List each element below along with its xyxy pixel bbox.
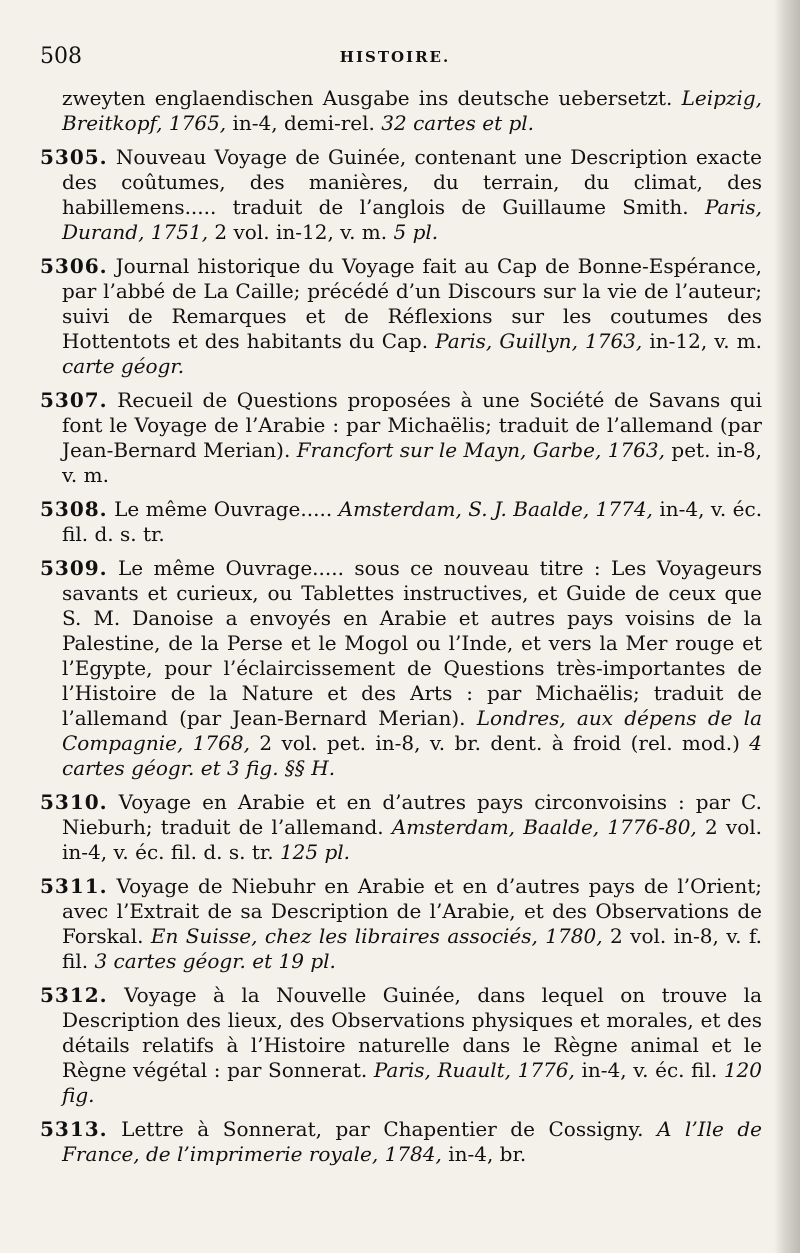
catalogue-body bbox=[40, 86, 762, 1176]
entry-text: zweyten englaendischen Ausgabe ins deutsche uebersetzt. bbox=[62, 86, 673, 110]
entry-number: 5308. bbox=[40, 497, 108, 521]
entry-imprint: Amsterdam, S. J. Baalde, 1774, bbox=[338, 497, 653, 521]
entry-imprint: Leipzig, Breitkopf, 1765, bbox=[62, 86, 762, 135]
entry-imprint: Paris, Ruault, 1776, bbox=[373, 1058, 575, 1082]
catalogue-entry-5310 bbox=[40, 790, 762, 865]
entry-number: 5312. bbox=[40, 983, 108, 1007]
catalogue-entry-continued bbox=[40, 86, 762, 136]
catalogue-entry-5311 bbox=[40, 874, 762, 974]
entry-format: in-4, v. éc. fil. d. s. tr. bbox=[62, 497, 763, 546]
entry-format: in-4, v. éc. fil. bbox=[581, 1058, 718, 1082]
entry-text: Le même Ouvrage..... bbox=[114, 497, 333, 521]
running-title: HISTOIRE. bbox=[339, 48, 451, 66]
entry-illustrations: 4 cartes géogr. et 3 fig. §§ H. bbox=[62, 731, 763, 780]
entry-format: 2 vol. in-8, v. f. fil. bbox=[62, 924, 762, 973]
entry-text: Recueil de Questions proposées à une Société de Savans qui font le Voyage de l’Arabie : par Michaëlis; traduit de l’allemand (par Jean-Bernard Merian). bbox=[62, 388, 762, 462]
entry-illustrations: 32 cartes et pl. bbox=[381, 111, 535, 135]
entry-format: pet. in-8, v. m. bbox=[62, 438, 762, 487]
entry-format: 2 vol. in-4, v. éc. fil. d. s. tr. bbox=[62, 815, 762, 864]
entry-number: 5309. bbox=[40, 556, 108, 580]
entry-number: 5307. bbox=[40, 388, 108, 412]
entry-format: 2 vol. in-12, v. m. bbox=[214, 220, 388, 244]
catalogue-entry-5313 bbox=[40, 1117, 762, 1167]
entry-imprint: Paris, Guillyn, 1763, bbox=[435, 329, 643, 353]
catalogue-entry-5309 bbox=[40, 556, 762, 781]
entry-number: 5306. bbox=[40, 254, 108, 278]
catalogue-entry-5308 bbox=[40, 497, 762, 547]
entry-number: 5310. bbox=[40, 790, 108, 814]
entry-text: Voyage en Arabie et en d’autres pays circonvoisins : par C. Nieburh; traduit de l’allemand. bbox=[62, 790, 762, 839]
catalogue-entry-5306 bbox=[40, 254, 762, 379]
entry-number: 5311. bbox=[40, 874, 108, 898]
entry-text: Journal historique du Voyage fait au Cap de Bonne-Espérance, par l’abbé de La Caille; précédé d’un Discours sur la vie de l’auteur; suivi de Remarques et de Réflexions sur les coutumes des Hottentots et des habitants du Cap. bbox=[62, 254, 763, 353]
entry-imprint: En Suisse, chez les libraires associés, 1780, bbox=[150, 924, 603, 948]
entry-imprint: Londres, aux dépens de la Compagnie, 1768, bbox=[62, 706, 762, 755]
entry-text: Nouveau Voyage de Guinée, contenant une Description exacte des coûtumes, des manières, du terrain, du climat, des habillemens..... traduit de l’anglois de Guillaume Smith. bbox=[62, 145, 763, 219]
entry-imprint: A l’Ile de France, de l’imprimerie royale, 1784, bbox=[62, 1117, 762, 1166]
entry-number: 5305. bbox=[40, 145, 108, 169]
entry-imprint: Francfort sur le Mayn, Garbe, 1763, bbox=[296, 438, 665, 462]
catalogue-entry-5312 bbox=[40, 983, 762, 1108]
entry-format: in-4, demi-rel. bbox=[232, 111, 375, 135]
page-header bbox=[40, 44, 750, 78]
entry-format: 2 vol. pet. in-8, v. br. dent. à froid (rel. mod.) bbox=[259, 731, 740, 755]
page-edge-shadow bbox=[774, 0, 800, 1253]
page-number: 508 bbox=[40, 44, 82, 69]
entry-text: Lettre à Sonnerat, par Chapentier de Cossigny. bbox=[121, 1117, 644, 1141]
entry-text: Le même Ouvrage..... sous ce nouveau titre : Les Voyageurs savants et curieux, ou Tablettes instructives, et Guide de ceux que S. M. Danoise a envoyés en Arabie et autres pays voisins de la Palestine, de la Perse et le Mogol ou l’Inde, et vers la Mer rouge et l’Egypte, pour l’éclaircissement de Questions très-importantes de l’Histoire de la Nature et des Arts : par Michaëlis; traduit de l’allemand (par Jean-Bernard Merian). bbox=[62, 556, 762, 730]
catalogue-entry-5307 bbox=[40, 388, 762, 488]
entry-illustrations: 3 cartes géogr. et 19 pl. bbox=[94, 949, 336, 973]
entry-text: Voyage à la Nouvelle Guinée, dans lequel on trouve la Description des lieux, des Observations physiques et morales, et des détails relatifs à l’Histoire naturelle dans le Règne animal et le Règne végétal : par Sonnerat. bbox=[62, 983, 762, 1082]
entry-format: in-12, v. m. bbox=[649, 329, 763, 353]
catalogue-entry-5305 bbox=[40, 145, 762, 245]
entry-imprint: Amsterdam, Baalde, 1776-80, bbox=[391, 815, 697, 839]
entry-format: in-4, br. bbox=[448, 1142, 527, 1166]
entry-imprint: Paris, Durand, 1751, bbox=[62, 195, 763, 244]
entry-number: 5313. bbox=[40, 1117, 108, 1141]
entry-text: Voyage de Niebuhr en Arabie et en d’autres pays de l’Orient; avec l’Extrait de sa Description de l’Arabie, et des Observations de Forskal. bbox=[62, 874, 762, 948]
entry-illustrations: 120 fig. bbox=[62, 1058, 762, 1107]
entry-illustrations: 5 pl. bbox=[393, 220, 439, 244]
entry-illustrations: 125 pl. bbox=[279, 840, 351, 864]
entry-illustrations: carte géogr. bbox=[62, 354, 185, 378]
